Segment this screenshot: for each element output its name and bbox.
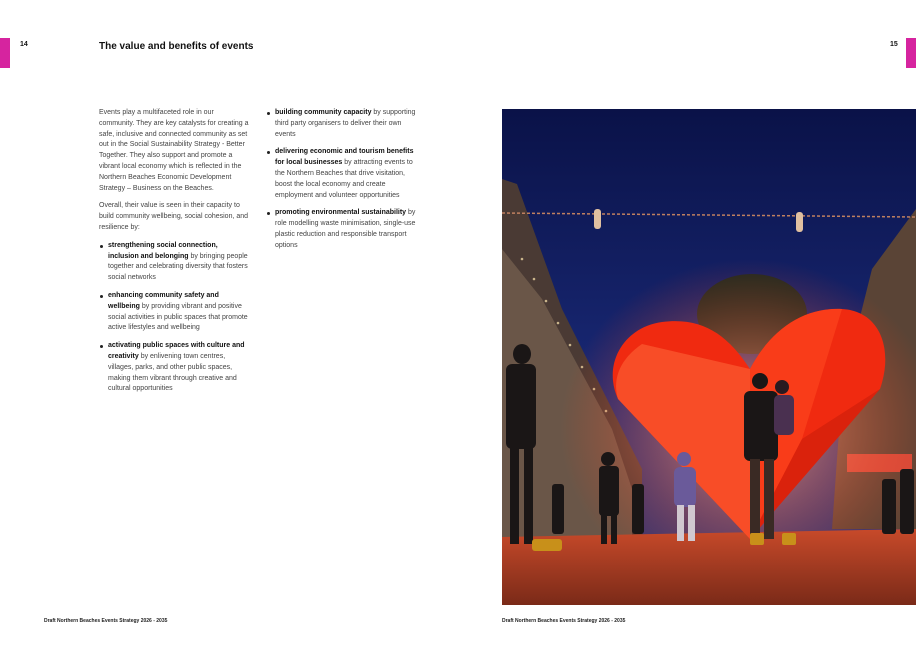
benefits-list-right [266, 108, 424, 252]
page-title: The value and benefits of events [99, 41, 254, 52]
benefits-list-left [99, 241, 249, 395]
bullet-text: by providing vibrant and positive social activities in public spaces that promote active lifestyles and wellbeing [108, 302, 248, 332]
bullet-heading: activating public spaces with culture and creativity [108, 342, 245, 360]
bullet-heading: delivering economic and tourism benefits for local businesses [275, 148, 414, 167]
list-item [99, 341, 249, 395]
page-tab-left [0, 38, 10, 68]
footer-right: Draft Northern Beaches Events Strategy 2026 - 2035 [502, 618, 626, 624]
bullet-text: by supporting third party organisers to deliver their own events [275, 109, 416, 138]
list-item [266, 208, 424, 251]
list-item [99, 241, 249, 284]
bullet-heading: strengthening social connection, inclusion and belonging [108, 241, 218, 260]
bullet-heading: promoting environmental sustainability [275, 209, 407, 217]
page-number-left: 14 [20, 41, 28, 48]
bullet-heading: enhancing community safety and wellbeing [108, 291, 219, 310]
intro-paragraph: Events play a multifaceted role in our community. They are key catalysts for creating a safe, inclusive and connected community as set out in the Social Sustainability Strategy - Better Together. They also support and promote a vibrant local economy which is reflected in the Northern Beaches Economic Development Strategy – Business on the Beaches. [99, 109, 249, 192]
giant-red-heart-sculpture-photo [502, 109, 916, 605]
page-tab-right [906, 38, 916, 68]
bullet-text: by role modelling waste minimisation, single-use plastic reduction and responsible transport options [275, 209, 416, 249]
overall-paragraph: Overall, their value is seen in their capacity to build community wellbeing, social cohesion, and resilience by: [99, 202, 249, 231]
text-column-right [266, 108, 424, 259]
bullet-text: by enlivening town centres, villages, parks, and other public spaces, making them vibrant through creative and cultural opportunities [108, 352, 237, 393]
bullet-text: by bringing people together and celebrating diversity that fosters social networks [108, 252, 248, 282]
bullet-text: by attracting events to the Northern Beaches that drive visitation, boost the local economy and create employment and volunteer opportunities [275, 159, 413, 199]
bullet-heading: building community capacity [275, 109, 372, 116]
text-column-left [99, 108, 249, 402]
footer-left: Draft Northern Beaches Events Strategy 2026 - 2035 [44, 618, 168, 624]
list-item [266, 147, 424, 201]
list-item [99, 291, 249, 334]
list-item [266, 108, 424, 140]
page-number-right: 15 [890, 41, 898, 48]
